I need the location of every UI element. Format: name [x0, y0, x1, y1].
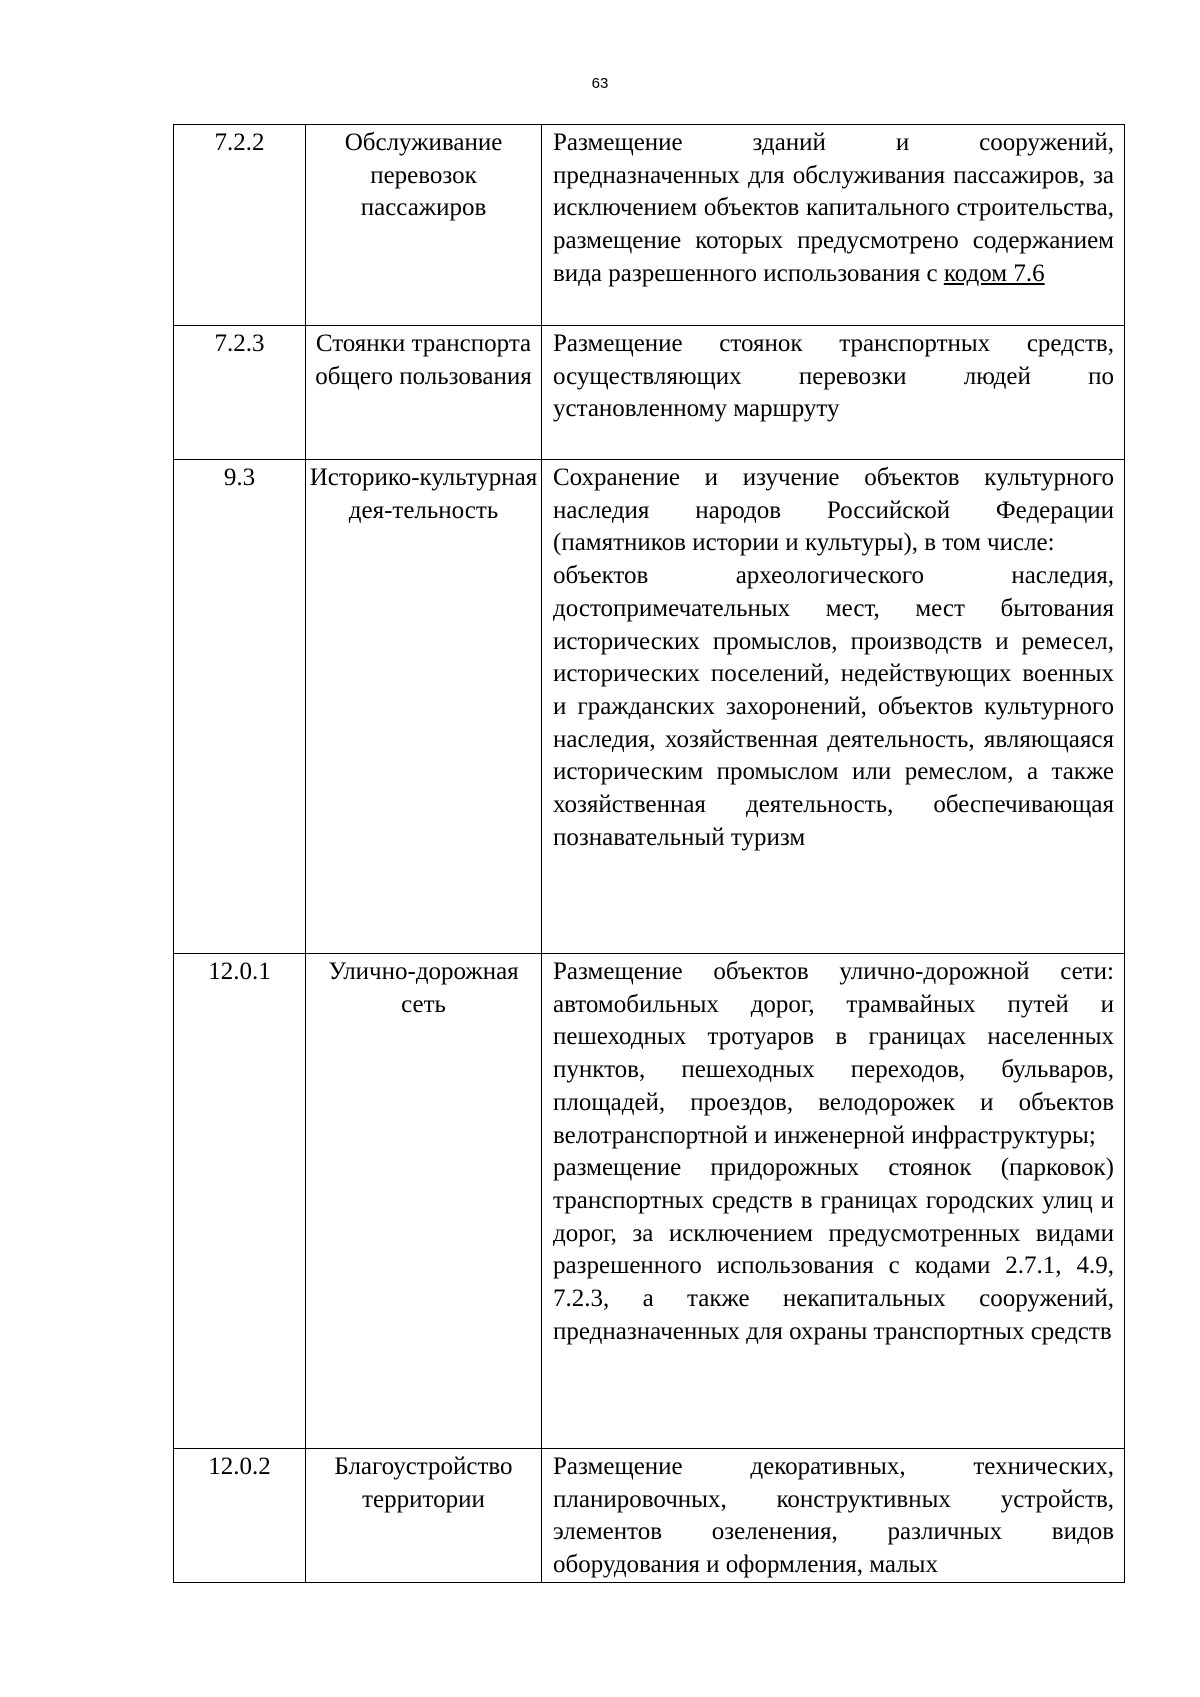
table-row — [174, 326, 1125, 460]
row-code: 7.2.2 — [174, 125, 306, 326]
row-description — [542, 326, 1125, 460]
row-name: Улично-дорожная сеть — [306, 954, 542, 1449]
row-description — [542, 1449, 1125, 1583]
description-paragraph: размещение придорожных стоянок (парковок) транспортных средств в границах городских улиц и дорог, за исключением предусмотренных видами разрешенного использования с кодами 2.7.1, 4.9, 7.2.3, а также некапитальных сооружений, предназначенных для охраны транспортных средств — [553, 1154, 1114, 1345]
description-paragraph: Размещение объектов улично-дорожной сети: автомобильных дорог, трамвайных путей и пешеходных тротуаров в границах населенных пунктов, пешеходных переходов, бульваров, площадей, проездов, велодорожек и объектов велотранспортной и инженерной инфраструктуры; — [553, 958, 1114, 1149]
description-paragraph: Сохранение и изучение объектов культурного наследия народов Российской Федерации (памятников истории и культуры), в том числе: — [553, 464, 1114, 557]
row-code: 12.0.1 — [174, 954, 306, 1449]
row-code: 12.0.2 — [174, 1449, 306, 1583]
code-reference-link[interactable]: кодом 7.6 — [943, 259, 1045, 287]
table-row — [174, 125, 1125, 326]
description-paragraph — [553, 127, 1114, 291]
land-use-table — [173, 124, 1125, 1583]
table-row — [174, 1449, 1125, 1583]
row-name — [306, 125, 542, 326]
page-number: 63 — [591, 75, 609, 92]
row-name: Стоянки транспорта общего пользования — [306, 326, 542, 460]
row-description — [542, 954, 1125, 1449]
table-row — [174, 954, 1125, 1449]
row-name: Благоустройство территории — [306, 1449, 542, 1583]
row-name: Историко-культурная дея-тельность — [306, 460, 542, 954]
row-description — [542, 125, 1125, 326]
row-code: 7.2.3 — [174, 326, 306, 460]
table-row — [174, 460, 1125, 954]
description-paragraph: Размещение декоративных, технических, планировочных, конструктивных устройств, элементов озеленения, различных видов оборудования и оформления, малых — [553, 1453, 1114, 1579]
row-name-text: Обслуживание перевозок пассажиров — [344, 129, 503, 222]
row-code: 9.3 — [174, 460, 306, 954]
row-description — [542, 460, 1125, 954]
description-text: Размещение зданий и сооружений, предназначенных для обслуживания пассажиров, за исключением объектов капитального строительства, размещение которых предусмотрено содержанием вида разрешенного использования с — [553, 129, 1114, 287]
description-paragraph: Размещение стоянок транспортных средств, осуществляющих перевозки людей по установленному маршруту — [553, 330, 1114, 423]
description-paragraph: объектов археологического наследия, достопримечательных мест, мест бытования исторических промыслов, производств и ремесел, исторических поселений, недействующих военных и гражданских захоронений, объектов культурного наследия, хозяйственная деятельность, являющаяся историческим промыслом или ремеслом, а также хозяйственная деятельность, обеспечивающая познавательный туризм — [553, 562, 1114, 851]
